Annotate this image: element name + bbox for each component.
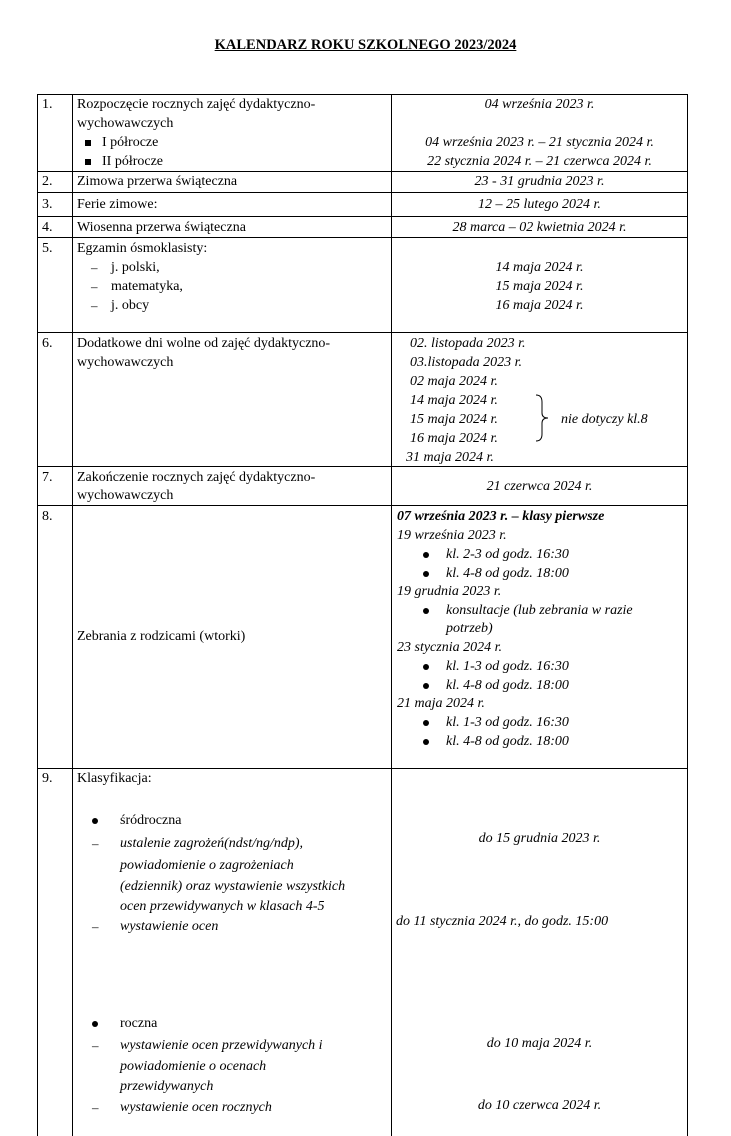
- row-date: 16 maja 2024 r.: [410, 431, 498, 446]
- list-item-text: ustalenie zagrożeń(ndst/ng/ndp),: [120, 836, 304, 851]
- list-item-text: kl. 1-3 od godz. 16:30: [446, 715, 569, 730]
- row-date-highlight: 07 września 2023 r. – klasy pierwsze: [397, 509, 605, 524]
- row-date: 22 stycznia 2024 r. – 21 czerwca 2024 r.: [427, 154, 652, 169]
- list-item-text: matematyka,: [111, 279, 183, 294]
- row-date: 19 grudnia 2023 r.: [397, 584, 502, 599]
- row-date: 21 maja 2024 r.: [397, 696, 485, 711]
- row-divider: [37, 466, 688, 467]
- list-item-text: kl. 1-3 od godz. 16:30: [446, 659, 569, 674]
- list-item: [423, 676, 429, 695]
- row-date: 28 marca – 02 kwietnia 2024 r.: [452, 220, 627, 235]
- list-item: [423, 713, 429, 732]
- row-date: 12 – 25 lutego 2024 r.: [478, 197, 601, 212]
- row-label: wychowawczych: [77, 355, 174, 370]
- row-label: Egzamin ósmoklasisty:: [77, 241, 208, 256]
- row-date: 16 maja 2024 r.: [495, 298, 584, 313]
- row-divider: [37, 332, 688, 333]
- row-date: 23 - 31 grudnia 2023 r.: [474, 174, 605, 189]
- square-bullet-icon: [85, 140, 91, 146]
- list-item-text: kl. 4-8 od godz. 18:00: [446, 734, 569, 749]
- row-label: Ferie zimowe:: [77, 197, 158, 212]
- round-bullet-icon: [423, 608, 429, 614]
- row-date: 19 września 2023 r.: [397, 528, 507, 543]
- list-item: [423, 732, 429, 751]
- row-date: 04 września 2023 r.: [484, 97, 595, 112]
- row-label: Zakończenie rocznych zajęć dydaktyczno-: [77, 470, 316, 485]
- row-date: 23 stycznia 2024 r.: [397, 640, 502, 655]
- list-item-text: I półrocze: [102, 135, 159, 150]
- row-date: 14 maja 2024 r.: [410, 393, 498, 408]
- round-bullet-icon: [423, 552, 429, 558]
- column-divider: [687, 94, 688, 1136]
- row-divider: [37, 505, 688, 506]
- list-item-text: wystawienie ocen rocznych: [120, 1100, 272, 1115]
- dash-bullet-icon: –: [92, 836, 99, 851]
- dash-bullet-icon: –: [92, 1038, 99, 1053]
- list-item-text: (edziennik) oraz wystawienie wszystkich: [120, 879, 346, 894]
- list-item-text: powiadomienie o ocenach: [120, 1059, 267, 1074]
- list-item: [92, 811, 98, 830]
- list-item: [423, 545, 429, 564]
- list-item: [423, 657, 429, 676]
- square-bullet-icon: [85, 159, 91, 165]
- dash-bullet-icon: –: [91, 279, 98, 294]
- row-date: do 10 maja 2024 r.: [486, 1036, 593, 1051]
- row-date: 21 czerwca 2024 r.: [486, 479, 593, 494]
- row-number: 5.: [42, 241, 53, 256]
- dash-bullet-icon: –: [91, 298, 98, 313]
- round-bullet-icon: [423, 720, 429, 726]
- round-bullet-icon: [423, 683, 429, 689]
- row-label: Rozpoczęcie rocznych zajęć dydaktyczno-: [77, 97, 316, 112]
- row-date: 04 września 2023 r. – 21 stycznia 2024 r.: [425, 135, 654, 150]
- list-item-text: kl. 2-3 od godz. 16:30: [446, 547, 569, 562]
- row-divider: [37, 192, 688, 193]
- page-title: KALENDARZ ROKU SZKOLNEGO 2023/2024: [214, 37, 517, 53]
- list-item: [85, 152, 91, 171]
- list-item-text: ocen przewidywanych w klasach 4-5: [120, 899, 325, 914]
- column-divider: [72, 94, 73, 1136]
- list-item-text: II półrocze: [102, 154, 164, 169]
- list-item-text: śródroczna: [120, 813, 182, 828]
- row-number: 9.: [42, 771, 53, 786]
- list-item: [85, 133, 91, 152]
- round-bullet-icon: [423, 571, 429, 577]
- list-item-text: konsultacje (lub zebrania w razie: [446, 603, 633, 618]
- row-date: 03.listopada 2023 r.: [410, 355, 523, 370]
- row-number: 2.: [42, 174, 53, 189]
- list-item: [423, 601, 429, 620]
- list-item-text: wystawienie ocen: [120, 919, 219, 934]
- row-date: 14 maja 2024 r.: [495, 260, 584, 275]
- row-date: 31 maja 2024 r.: [406, 450, 494, 465]
- round-bullet-icon: [423, 664, 429, 670]
- dash-bullet-icon: –: [91, 260, 98, 275]
- row-number: 6.: [42, 336, 53, 351]
- round-bullet-icon: [423, 739, 429, 745]
- row-label: wychowawczych: [77, 116, 174, 131]
- row-date: do 10 czerwca 2024 r.: [477, 1098, 602, 1113]
- list-item-text: przewidywanych: [120, 1079, 214, 1094]
- row-label: Zebrania z rodzicami (wtorki): [77, 629, 246, 644]
- list-item-text: kl. 4-8 od godz. 18:00: [446, 566, 569, 581]
- list-item-text: wystawienie ocen przewidywanych i: [120, 1038, 323, 1053]
- row-date: do 15 grudnia 2023 r.: [478, 831, 601, 846]
- row-divider: [37, 237, 688, 238]
- dash-bullet-icon: –: [92, 919, 99, 934]
- column-divider: [37, 94, 38, 1136]
- row-number: 1.: [42, 97, 53, 112]
- row-date: 02 maja 2024 r.: [410, 374, 498, 389]
- note: nie dotyczy kl.8: [561, 412, 648, 427]
- row-number: 7.: [42, 470, 53, 485]
- list-item-text: roczna: [120, 1016, 158, 1031]
- row-number: 3.: [42, 197, 53, 212]
- row-number: 4.: [42, 220, 53, 235]
- list-item-text: potrzeb): [446, 621, 493, 636]
- row-label: Zimowa przerwa świąteczna: [77, 174, 238, 189]
- row-label: Dodatkowe dni wolne od zajęć dydaktyczno-: [77, 336, 331, 351]
- row-date: 02. listopada 2023 r.: [410, 336, 526, 351]
- row-date: 15 maja 2024 r.: [410, 412, 498, 427]
- list-item-text: powiadomienie o zagrożeniach: [120, 858, 294, 873]
- row-label: wychowawczych: [77, 488, 174, 503]
- list-item: [92, 1014, 98, 1033]
- list-item-text: j. obcy: [111, 298, 150, 313]
- dash-bullet-icon: –: [92, 1100, 99, 1115]
- list-item-text: kl. 4-8 od godz. 18:00: [446, 678, 569, 693]
- round-bullet-icon: [92, 1021, 98, 1027]
- row-date: 15 maja 2024 r.: [495, 279, 584, 294]
- row-divider: [37, 216, 688, 217]
- right-brace-icon: [535, 394, 549, 442]
- row-date: do 11 stycznia 2024 r., do godz. 15:00: [396, 914, 609, 929]
- list-item-text: j. polski,: [111, 260, 160, 275]
- row-label: Wiosenna przerwa świąteczna: [77, 220, 246, 235]
- row-label: Klasyfikacja:: [77, 771, 152, 786]
- list-item: [423, 564, 429, 583]
- round-bullet-icon: [92, 818, 98, 824]
- column-divider: [391, 94, 392, 1136]
- row-number: 8.: [42, 509, 53, 524]
